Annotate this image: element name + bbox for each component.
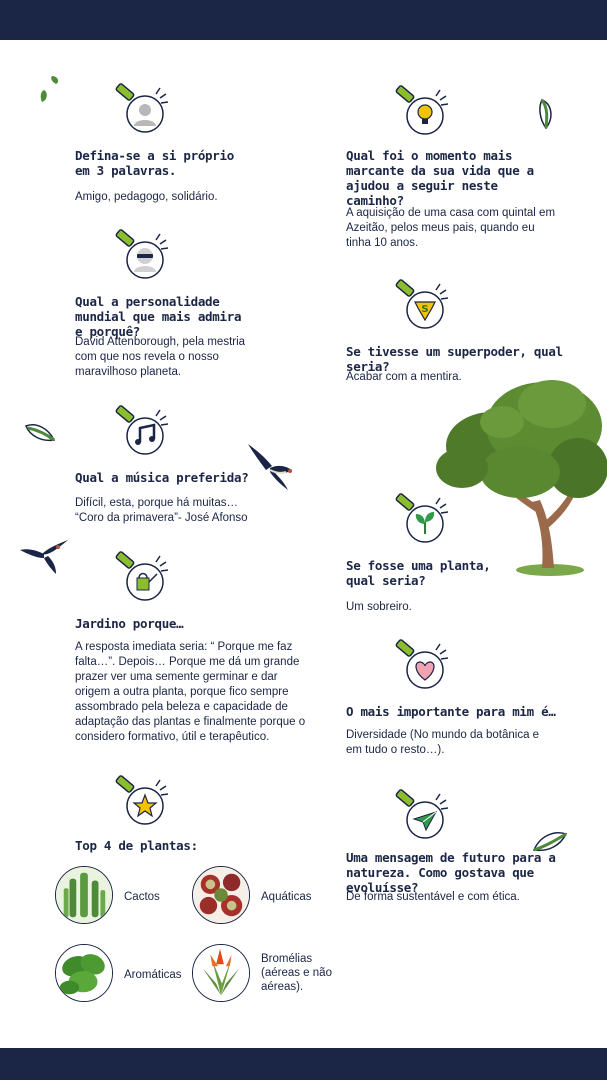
music-note-icon [108, 402, 182, 464]
plant-label: Bromélias (aéreas e não aéreas). [261, 953, 332, 993]
sunglasses-face-icon [108, 226, 182, 288]
star-icon [108, 772, 182, 834]
question-text: Jardino porque… [75, 616, 184, 631]
answer-text: Acabar com a mentira. [346, 371, 462, 383]
question-text: Uma mensagem de futuro para a natureza. Como gostava que evoluísse? [346, 850, 556, 895]
svg-text:S: S [421, 304, 429, 315]
leaf-icon [536, 96, 558, 132]
answer-text: David Attenborough, pela mestria com que nos revela o nosso maravilhoso planeta. [75, 336, 246, 378]
bottom-bar [0, 1048, 607, 1080]
question-text: O mais importante para mim é… [346, 704, 556, 719]
superhero-icon [388, 276, 462, 338]
question-text: Se fosse uma planta, qual seria? [346, 558, 491, 588]
answer-text: Amigo, pedagogo, solidário. [75, 191, 218, 203]
heart-icon [388, 636, 462, 698]
answer-text: Diversidade (No mundo da botânica e em tudo o resto…). [346, 729, 540, 756]
person-icon [108, 80, 182, 142]
cactus-icon [55, 866, 113, 924]
basil-icon [55, 944, 113, 1002]
plant-label: Aromáticas [124, 969, 182, 981]
question-text: Qual foi o momento mais marcante da sua vida que a ajudou a seguir neste caminho? [346, 148, 534, 208]
leaf-icon [38, 72, 64, 106]
question-text: Se tivesse um superpoder, qual seria? [346, 344, 563, 374]
leaf-icon [22, 420, 60, 446]
answer-text: Difícil, esta, porque há muitas… “Coro da primavera”- José Afonso [75, 497, 248, 524]
plant-label: Aquáticas [261, 891, 312, 903]
answer-text: A aquisição de uma casa com quintal em Azeitão, pelos meus pais, quando eu tinha 10 anos. [346, 207, 556, 249]
question-text: Qual a música preferida? [75, 470, 249, 485]
aquatic-plant-icon [192, 866, 250, 924]
plant-label: Cactos [124, 891, 160, 903]
answer-text: A resposta imediata seria: “ Porque me faz falta…”. Depois… Porque me dá um grande prazer ver uma semente germinar e dar origem a outra planta, porque fico sempre assombrado pela beleza e capacidade de adaptação das plantas e finalmente porque o considero formativo, útil e terapêutico. [75, 641, 306, 743]
answer-text: Um sobreiro. [346, 601, 412, 613]
lightbulb-icon [388, 82, 462, 144]
question-text: Top 4 de plantas: [75, 838, 198, 853]
bromeliad-icon [192, 944, 250, 1002]
answer-text: De forma sustentável e com ética. [346, 891, 520, 903]
question-text: Defina-se a si próprio em 3 palavras. [75, 148, 234, 178]
watering-can-icon [108, 548, 182, 610]
sprout-icon [388, 490, 462, 552]
swallow-icon [18, 536, 72, 576]
top-bar [0, 0, 607, 40]
question-text: Qual a personalidade mundial que mais admira e porquê? [75, 294, 242, 339]
paper-plane-icon [388, 786, 462, 848]
